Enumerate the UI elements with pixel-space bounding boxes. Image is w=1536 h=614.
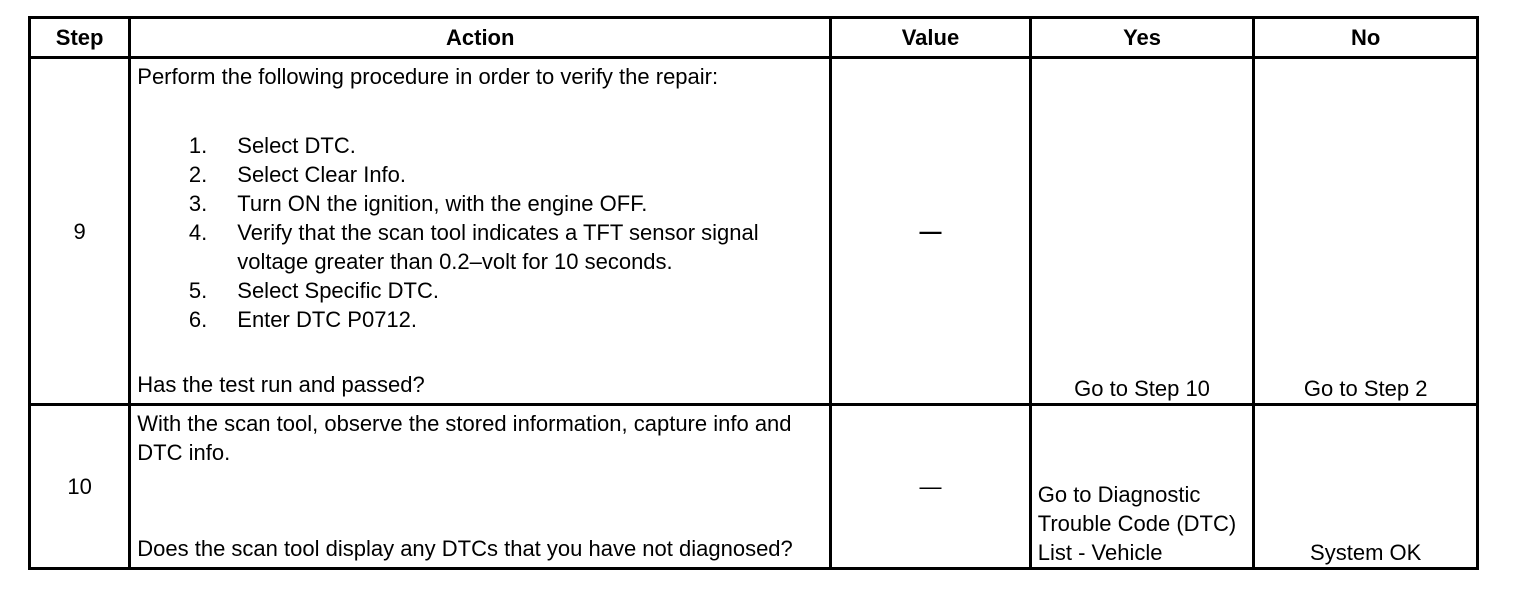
list-text: Enter DTC P0712.: [237, 307, 418, 332]
procedure-list: [137, 131, 823, 334]
action-cell: [130, 405, 831, 569]
action-intro: Perform the following procedure in order to verify the repair:: [137, 64, 719, 89]
value-dash: —: [919, 474, 942, 499]
no-cell: System OK: [1254, 405, 1478, 569]
action-cell: [130, 58, 831, 405]
list-text: Select Specific DTC.: [237, 278, 439, 303]
step-number: 10: [30, 405, 130, 569]
list-text: Select Clear Info.: [237, 162, 407, 187]
yes-cell: Go to Step 10: [1030, 58, 1254, 405]
list-number: 2.: [188, 162, 208, 187]
list-item: [137, 305, 823, 334]
header-yes: Yes: [1030, 18, 1254, 58]
list-text: Verify that the scan tool indicates a TFT sensor signal voltage greater than 0.2–volt for 10 seconds.: [237, 220, 759, 274]
action-question: Has the test run and passed?: [137, 372, 425, 397]
list-number: 1.: [188, 133, 208, 158]
list-item: [137, 218, 823, 276]
list-item: [137, 189, 823, 218]
list-text: Turn ON the ignition, with the engine OFF.: [237, 191, 648, 216]
action-intro: With the scan tool, observe the stored information, capture info and DTC info.: [137, 411, 792, 465]
list-number: 4.: [188, 220, 208, 245]
list-number: 3.: [188, 191, 208, 216]
list-number: 5.: [188, 278, 208, 303]
step-number: 9: [30, 58, 130, 405]
header-step: Step: [30, 18, 130, 58]
value-dash: —: [919, 218, 942, 244]
no-cell: Go to Step 2: [1254, 58, 1478, 405]
value-cell: [831, 405, 1031, 569]
header-action: Action: [130, 18, 831, 58]
list-item: [137, 160, 823, 189]
yes-cell: Go to Diagnostic Trouble Code (DTC) List - Vehicle: [1030, 405, 1254, 569]
list-item: [137, 131, 823, 160]
header-value: Value: [831, 18, 1031, 58]
diagnostic-table: [28, 16, 1479, 570]
list-item: [137, 276, 823, 305]
table-row: [30, 405, 1478, 569]
value-cell: [831, 58, 1031, 405]
header-no: No: [1254, 18, 1478, 58]
list-text: Select DTC.: [237, 133, 356, 158]
list-number: 6.: [188, 307, 208, 332]
action-question: Does the scan tool display any DTCs that you have not diagnosed?: [137, 536, 793, 561]
header-row: [30, 18, 1478, 58]
table-row: [30, 58, 1478, 405]
